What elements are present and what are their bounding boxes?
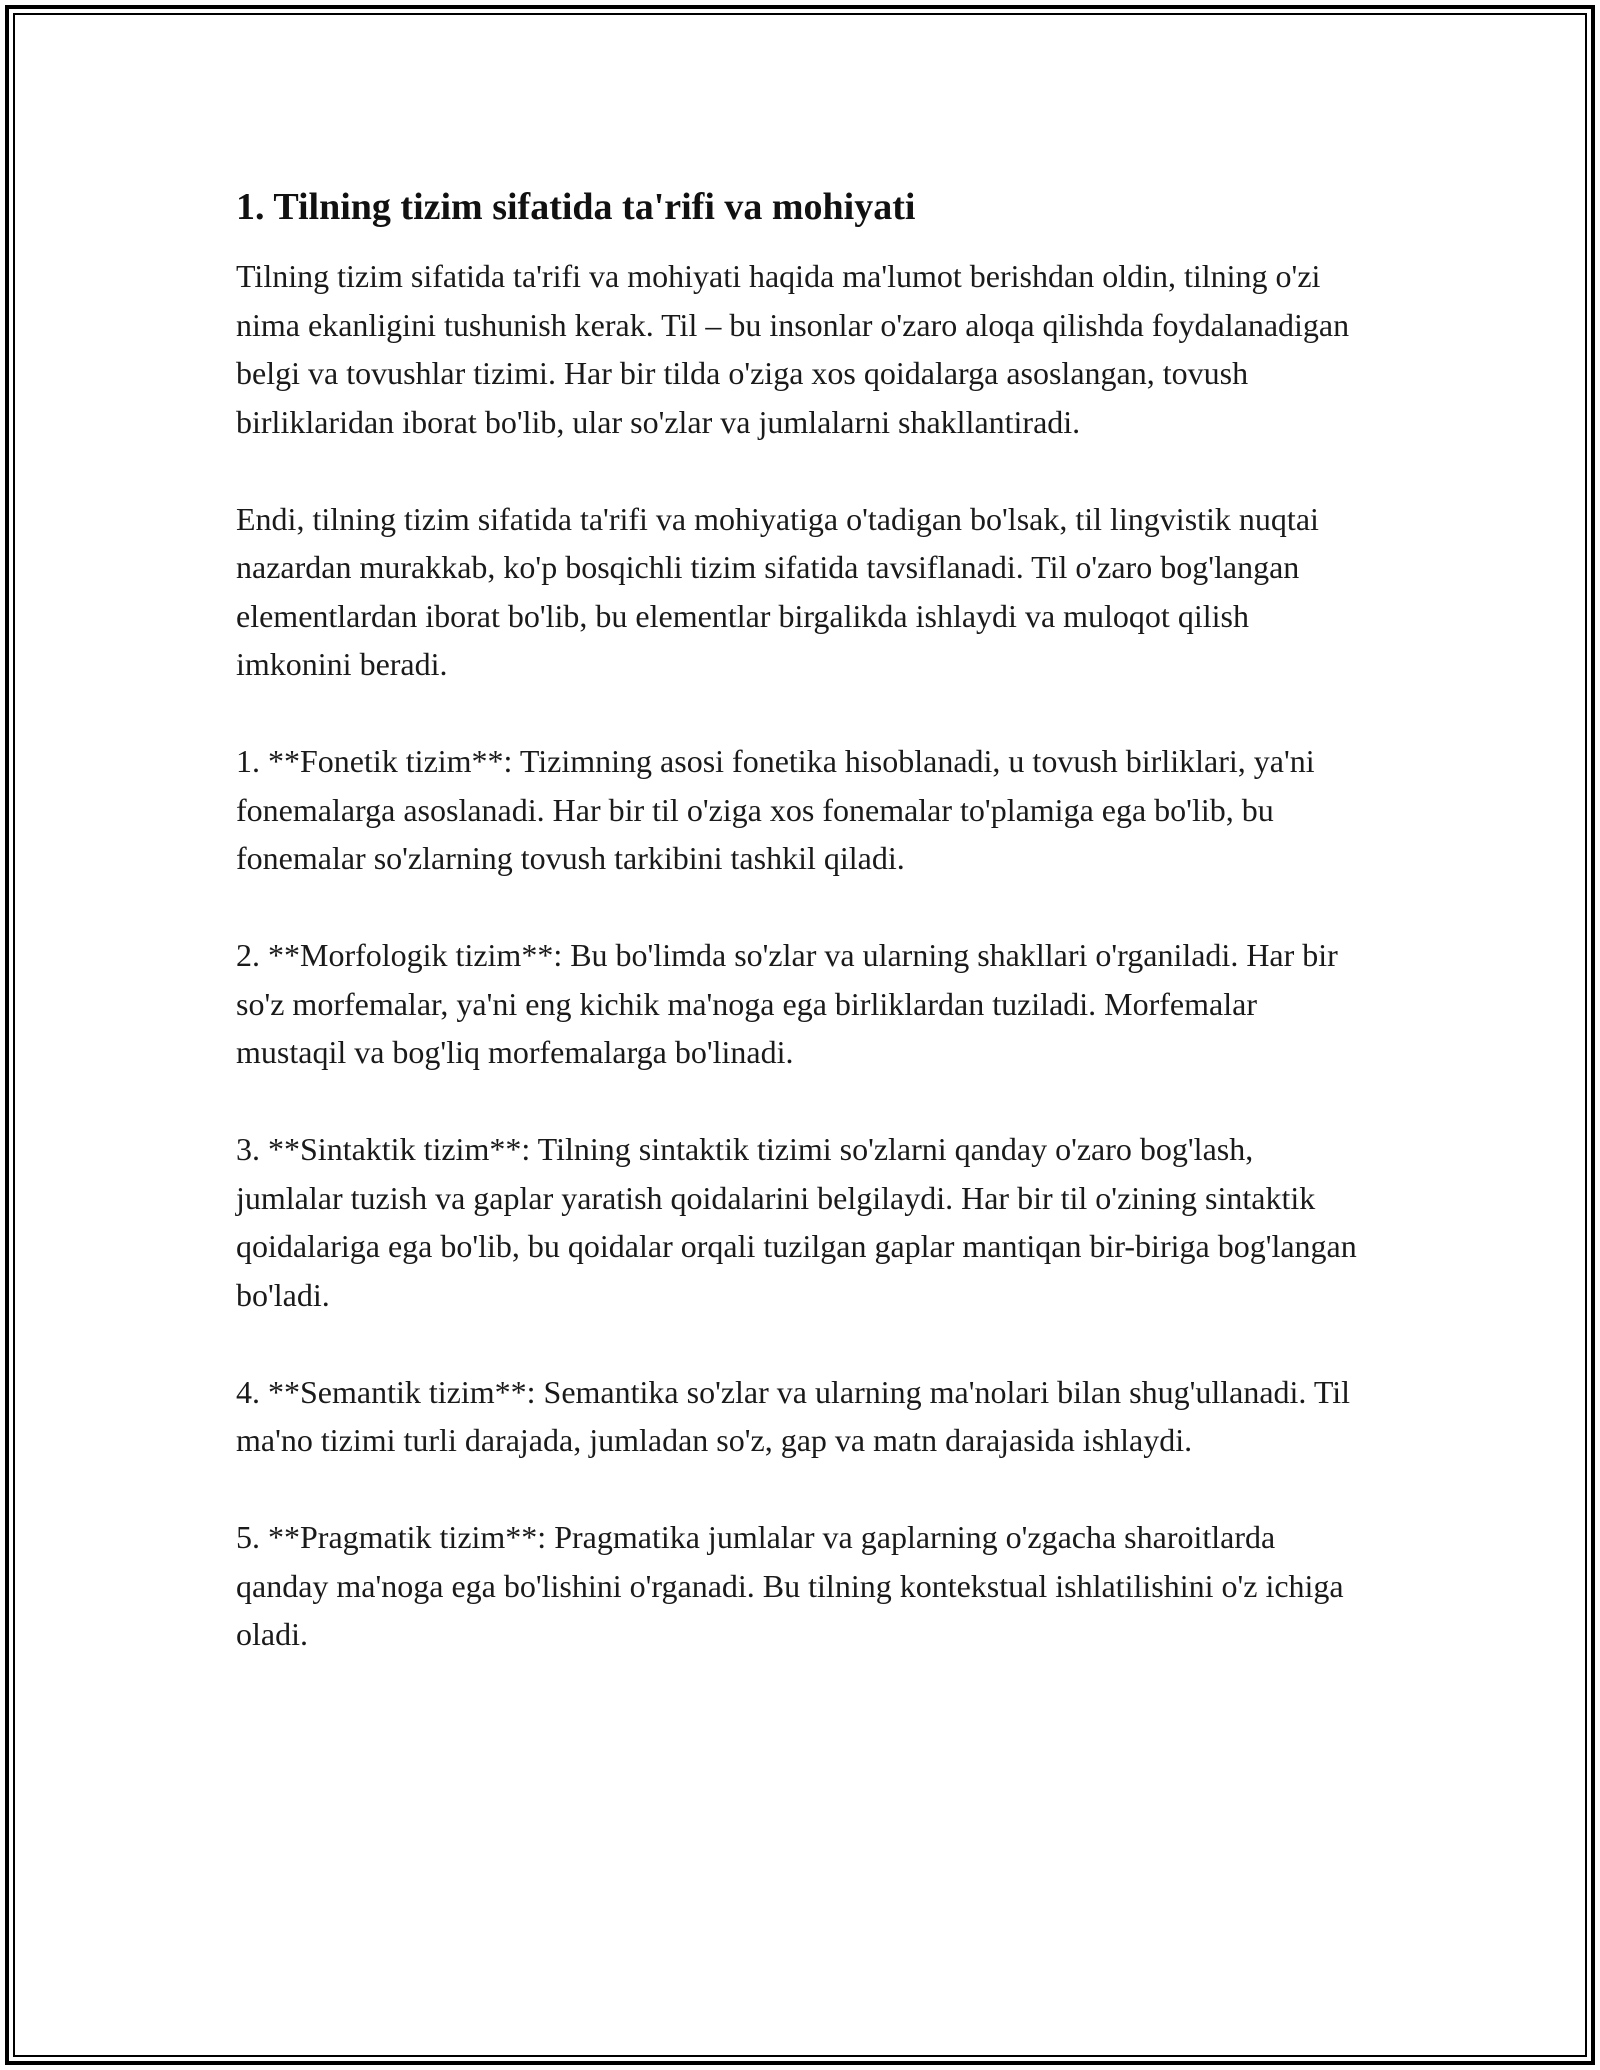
document-body (236, 184, 1366, 1707)
list-item-pragmatic: 5. **Pragmatik tizim**: Pragmatika jumlalar va gaplarning o'zgacha sharoitlarda qanday ma'noga ega bo'lishini o'rganadi. Bu tilning kontekstual ishlatilishini o'z ichiga oladi. (236, 1519, 1344, 1652)
list-item-phonetic: 1. **Fonetik tizim**: Tizimning asosi fonetika hisoblanadi, u tovush birliklari, ya'ni fonemalarga asoslanadi. Har bir til o'ziga xos fonemalar to'plamiga ega bo'lib, bu fonemalar so'zlarning tovush tarkibini tashkil qiladi. (236, 743, 1315, 876)
list-item-morphological: 2. **Morfologik tizim**: Bu bo'limda so'zlar va ularning shakllari o'rganiladi. Har bir so'z morfemalar, ya'ni eng kichik ma'noga ega birliklardan tuziladi. Morfemalar mustaqil va bog'liq morfemalarga bo'linadi. (236, 937, 1338, 1070)
list-item-semantic: 4. **Semantik tizim**: Semantika so'zlar va ularning ma'nolari bilan shug'ullanadi. Til ma'no tizimi turli darajada, jumladan so'z, gap va matn darajasida ishlaydi. (236, 1373, 1351, 1458)
section-title: 1. Tilning tizim sifatida ta'rifi va mohiyati (236, 186, 916, 228)
paragraph-definition: Endi, tilning tizim sifatida ta'rifi va mohiyatiga o'tadigan bo'lsak, til lingvistik nuqtai nazardan murakkab, ko'p bosqichli tizim sifatida tavsiflanadi. Til o'zaro bog'langan elementlardan iborat bo'lib, bu elementlar birgalikda ishlaydi va muloqot qilish imkonini beradi. (236, 500, 1319, 682)
list-item-syntactic: 3. **Sintaktik tizim**: Tilning sintaktik tizimi so'zlarni qanday o'zaro bog'lash, jumlalar tuzish va gaplar yaratish qoidalarini belgilaydi. Har bir til o'zining sintaktik qoidalariga ega bo'lib, bu qoidalar orqali tuzilgan gaplar mantiqan bir-biriga bog'langan bo'ladi. (236, 1131, 1357, 1313)
paragraph-intro: Tilning tizim sifatida ta'rifi va mohiyati haqida ma'lumot berishdan oldin, tilning o'zi nima ekanligini tushunish kerak. Til – bu insonlar o'zaro aloqa qilishda foydalanadigan belgi va tovushlar tizimi. Har bir tilda o'ziga xos qoidalarga asoslangan, tovush birliklaridan iborat bo'lib, ular so'zlar va jumlalarni shakllantiradi. (236, 258, 1350, 440)
